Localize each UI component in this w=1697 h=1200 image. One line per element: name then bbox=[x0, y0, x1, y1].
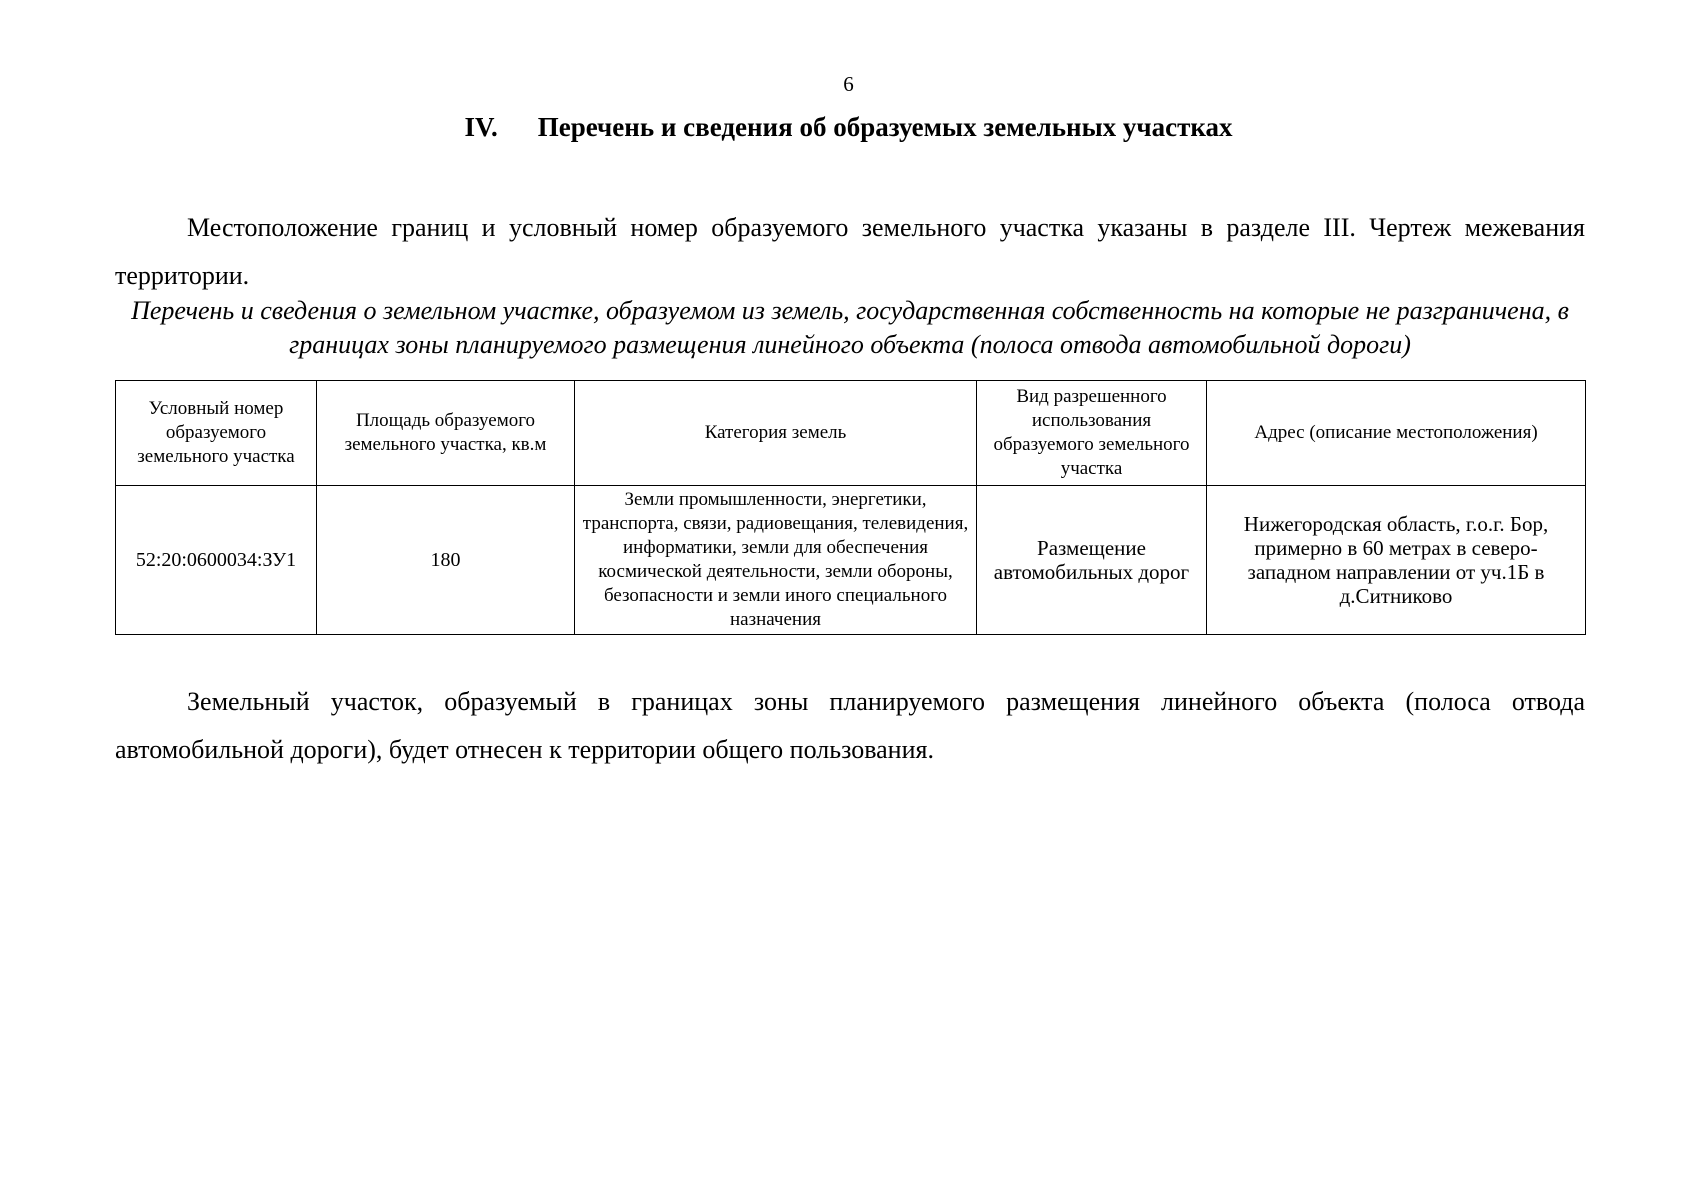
cell-address: Нижегородская область, г.о.г. Бор, примерно в 60 метрах в северо-западном направлении от уч.1Б в д.Ситниково bbox=[1207, 486, 1586, 635]
cell-land-category: Земли промышленности, энергетики, транспорта, связи, радиовещания, телевидения, информатики, земли для обеспечения космической деятельности, земли обороны, безопасности и земли иного специального назначения bbox=[575, 486, 977, 635]
header-plot-number: Условный номер образуемого земельного участка bbox=[116, 381, 317, 486]
table-row bbox=[116, 486, 1586, 635]
section-heading bbox=[0, 112, 1697, 143]
cell-area: 180 bbox=[317, 486, 575, 635]
cell-permitted-use: Размещение автомобильных дорог bbox=[977, 486, 1207, 635]
section-number: IV. bbox=[464, 112, 498, 142]
page-number: 6 bbox=[843, 72, 854, 96]
header-land-category: Категория земель bbox=[575, 381, 977, 486]
land-plot-table bbox=[115, 380, 1586, 635]
table-caption: Перечень и сведения о земельном участке, образуемом из земель, государственная собственность на которые не разграничена, в границах зоны планируемого размещения линейного объекта (полоса отвода автомобильной дороги) bbox=[131, 296, 1569, 359]
header-permitted-use: Вид разрешенного использования образуемого земельного участка bbox=[977, 381, 1207, 486]
header-area: Площадь образуемого земельного участка, кв.м bbox=[317, 381, 575, 486]
table-header-row bbox=[116, 381, 1586, 486]
section-title: Перечень и сведения об образуемых земельных участках bbox=[537, 112, 1233, 142]
cell-plot-number: 52:20:0600034:ЗУ1 bbox=[116, 486, 317, 635]
intro-paragraph: Местоположение границ и условный номер образуемого земельного участка указаны в разделе III. Чертеж межевания территории. bbox=[115, 213, 1585, 290]
header-address: Адрес (описание местоположения) bbox=[1207, 381, 1586, 486]
closing-paragraph: Земельный участок, образуемый в границах зоны планируемого размещения линейного объекта (полоса отвода автомобильной дороги), будет отнесен к территории общего пользования. bbox=[115, 687, 1585, 764]
